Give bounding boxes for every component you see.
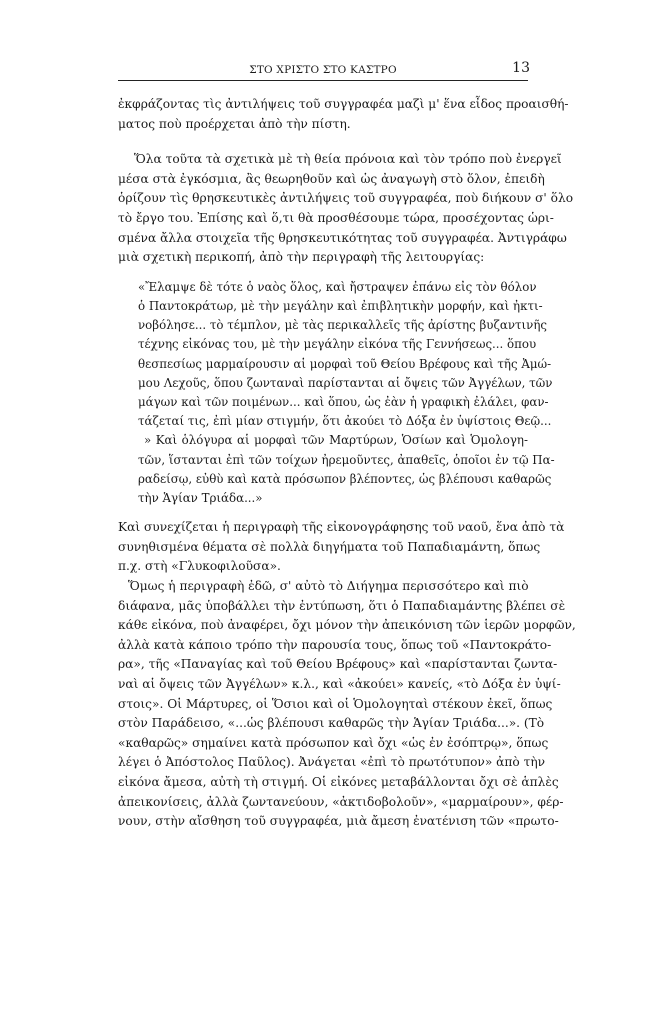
book-page (118, 56, 576, 832)
text-line: διάφανα, μᾶς ὑποβάλλει τὴν ἐντύπωση, ὅτι ὁ Παπαδιαμάντης βλέπει σὲ (118, 598, 566, 613)
text-line: σμένα ἄλλα στοιχεῖα τῆς θρησκευτικότητας τοῦ συγγραφέα. Ἀντιγράφω (118, 230, 567, 245)
text-line: στοις». Οἱ Μάρτυρες, οἱ Ὅσιοι καὶ οἱ Ὁμολογηταὶ στέκουν ἐκεῖ, ὅπως (118, 696, 553, 711)
paragraph-3 (118, 518, 565, 577)
quote-paragraph-1 (138, 278, 553, 432)
text-line: τῶν, ἵστανται ἐπὶ τῶν τοίχων ἠρεμοῦντες, ἀπαθεῖς, ὁποῖοι ἐν τῷ Πα- (138, 452, 555, 467)
text-line: Ὅλα τοῦτα τὰ σχετικὰ μὲ τὴ θεία πρόνοια καὶ τὸν τρόπο ποὺ ἐνεργεῖ (134, 152, 562, 167)
text-line: ναὶ αἱ ὄψεις τῶν Ἀγγέλων» κ.λ., καὶ «ἀκούει» κανείς, «τὸ Δόξα ἐν ὑψί- (118, 676, 561, 691)
page-number: 13 (512, 60, 530, 76)
text-line: ὁ Παντοκράτωρ, μὲ τὴν μεγάλην καὶ ἐπιβλητικὴν μορφήν, καὶ ἠκτι- (138, 298, 543, 313)
text-line: Ὅμως ἡ περιγραφὴ ἐδῶ, σ' αὐτὸ τὸ Διήγημα περισσότερο καὶ πιὸ (128, 578, 529, 593)
text-line: ραδείσῳ, εὐθὺ καὶ κατὰ πρόσωπον βλέποντες, ὡς βλέπουσι καθαρῶς (138, 471, 552, 486)
text-line: τὴν Ἁγίαν Τριάδα...» (138, 490, 263, 505)
text-line: τὸ ἔργο του. Ἐπίσης καὶ ὅ,τι θὰ προσθέσουμε τώρα, προσέχοντας ὡρι- (118, 210, 554, 225)
text-line: ρα», τῆς «Παναγίας καὶ τοῦ Θείου Βρέφους» καὶ «παρίστανται ζωντα- (118, 657, 558, 672)
quote-paragraph-2 (138, 431, 555, 508)
paragraph-1 (118, 95, 569, 134)
text-line: ὁρίζουν τὶς θρησκευτικὲς ἀντιλήψεις τοῦ συγγραφέα, ποὺ διήκουν σ' ὅλο (118, 191, 574, 206)
text-line: κάθε εἰκόνα, ποὺ ἀναφέρει, ὄχι μόνον τὴν ἀπεικόνιση τῶν ἱερῶν μορφῶν, (118, 618, 576, 633)
text-line: ἀπεικονίσεις, ἀλλὰ ζωντανεύουν, «ἀκτιδοβολοῦν», «μαρμαίρουν», φέρ- (118, 794, 564, 809)
paragraph-2 (118, 150, 574, 268)
text-line: στὸν Παράδεισο, «...ὡς βλέπουσι καθαρῶς τὴν Ἁγίαν Τριάδα...». (Τὸ (118, 716, 545, 731)
text-line: μάγων καὶ τῶν ποιμένων... καὶ ὅπου, ὡς ἐὰν ἡ γραφικὴ ἐλάλει, φαν- (138, 394, 549, 409)
text-line: θεσπεσίως μαρμαίρουσιν αἱ μορφαὶ τοῦ Θείου Βρέφους καὶ τῆς Ἀμώ- (138, 356, 552, 371)
text-line: ἐκφράζοντας τὶς ἀντιλήψεις τοῦ συγγραφέα μαζὶ μ' ἕνα εἶδος προαισθή- (118, 97, 569, 111)
text-line: «καθαρῶς» σημαίνει κατὰ πρόσωπον καὶ ὄχι «ὡς ἐν ἐσόπτρῳ», ὅπως (118, 735, 549, 750)
text-line: μου Λεχοῦς, ὅπου ζωνταναὶ παρίστανται αἱ ὄψεις τῶν Ἀγγέλων, τῶν (138, 375, 553, 390)
text-line: συνηθισμένα θέματα σὲ πολλὰ διηγήματα τοῦ Παπαδιαμάντη, ὅπως (118, 539, 541, 554)
text-line: «Ἔλαμψε δὲ τότε ὁ ναὸς ὅλος, καὶ ἤστραψεν ἐπάνω εἰς τὸν θόλον (138, 279, 537, 294)
text-line: νοβόλησε... τὸ τέμπλον, μὲ τὰς περικαλλεῖς τῆς ἀρίστης βυζαντινῆς (138, 318, 548, 333)
block-quote (118, 278, 555, 508)
text-line: » Καὶ ὁλόγυρα αἱ μορφαὶ τῶν Μαρτύρων, Ὁσίων καὶ Ὁμολογη- (144, 433, 528, 448)
page-body (118, 95, 576, 832)
page-header (118, 56, 528, 81)
text-line: νουν, στὴν αἴσθηση τοῦ συγγραφέα, μιὰ ἄμεση ἐνατένιση τῶν «πρωτο- (118, 814, 559, 829)
text-line: τάζεταί τις, ἐπὶ μίαν στιγμήν, ὅτι ἀκούει τὸ Δόξα ἐν ὑψίστοις Θεῷ... (138, 414, 552, 429)
text-line: λέγει ὁ Ἀπόστολος Παῦλος). Ἀνάγεται «ἐπὶ τὸ πρωτότυπον» ἀπὸ τὴν (118, 755, 546, 770)
text-line: μέσα στὰ ἐγκόσμια, ἂς θεωρηθοῦν καὶ ὡς ἀναγωγὴ στὸ ὅλον, ἐπειδὴ (118, 171, 545, 186)
text-line: εἰκόνα ἄμεσα, αὐτὴ τὴ στιγμή. Οἱ εἰκόνες μεταβάλλονται ὄχι σὲ ἁπλὲς (118, 774, 559, 789)
running-title: ΣΤΟ ΧΡΙΣΤΟ ΣΤΟ ΚΑΣΤΡΟ (249, 64, 397, 76)
text-line: ματος ποὺ προέρχεται ἀπὸ τὴν πίστη. (118, 116, 351, 131)
text-line: Καὶ συνεχίζεται ἡ περιγραφὴ τῆς εἰκονογράφησης τοῦ ναοῦ, ἕνα ἀπὸ τὰ (118, 520, 565, 535)
text-line: π.χ. στὴ «Γλυκοφιλοῦσα». (118, 559, 281, 574)
text-line: τέχνης εἰκόνας του, μὲ τὴν μεγάλην εἰκόνα τῆς Γεννήσεως... ὅπου (138, 337, 537, 352)
text-line: ἀλλὰ κατὰ κάποιο τρόπο τὴν παρουσία τους, ὅπως τοῦ «Παντοκράτο- (118, 637, 552, 652)
paragraph-4 (118, 577, 576, 832)
text-line: μιὰ σχετικὴ περικοπή, ἀπὸ τὴν περιγραφὴ τῆς λειτουργίας: (118, 250, 485, 265)
